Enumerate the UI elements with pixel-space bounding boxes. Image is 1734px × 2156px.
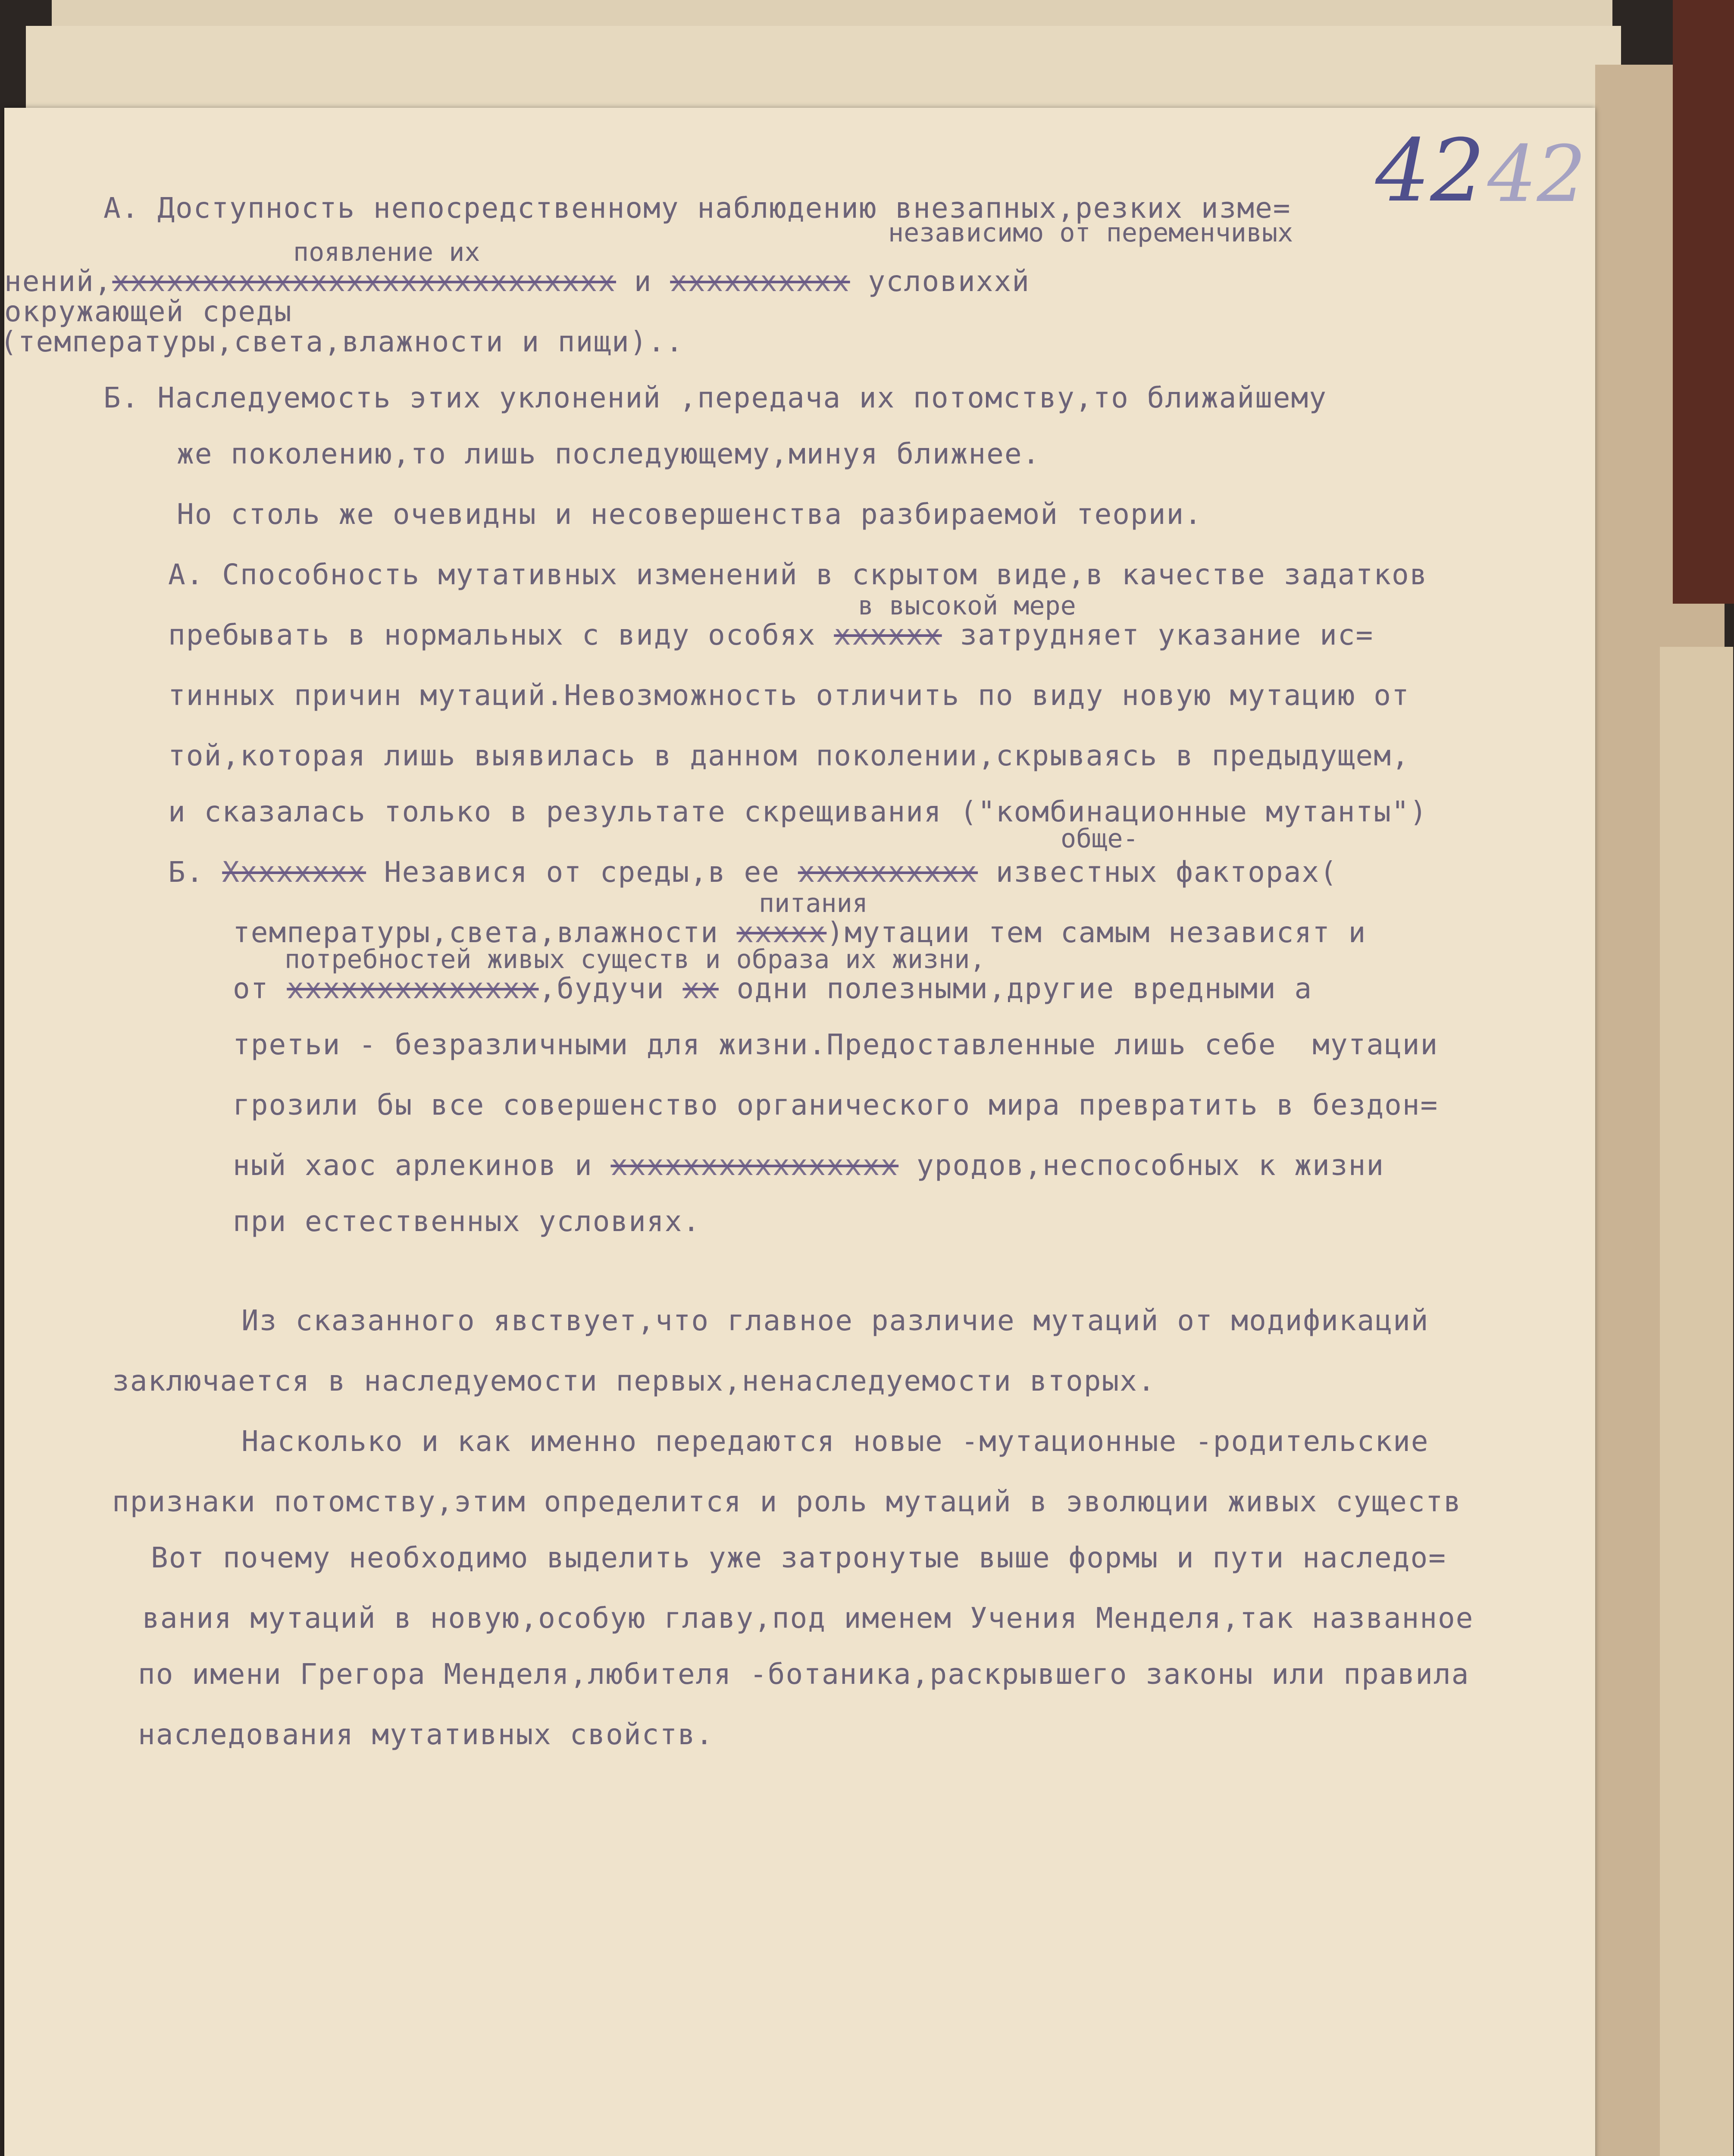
line: Б. Хххххххх Независя от среды,в ее хххххххххх известных факторах( [168,856,1338,889]
line: и сказалась только в результате скрещивания ("комбинационные мутанты") [168,795,1428,828]
line: Насколько и как именно передаются новые -мутационные -родительские [241,1425,1429,1458]
insertion: появление их [293,237,480,267]
line: заключается в наследуемости первых,ненаследуемости вторых. [112,1364,1156,1398]
line: грозили бы все совершенство органического мира превратить в бездон= [233,1088,1439,1122]
line: нений,хххххххххххххххххххххххххххх и хххххххххх условиххй [4,265,1030,298]
line: (температуры,света,влажности и пищи).. [0,325,684,358]
paper-layer [1660,647,1733,2156]
insertion: потребностей живых существ и образа их жизни, [285,944,986,975]
page-number-top: 42 [1375,121,1485,221]
line: наследования мутативных свойств. [138,1718,714,1751]
insertion: питания [759,888,868,918]
line: окружающей среды [4,295,292,328]
line: А. Доступность непосредственному наблюдению внезапных,резких изме= [103,191,1291,225]
typed-page [0,108,1595,2156]
line: Но столь же очевидны и несовершенства разбираемой теории. [177,498,1202,531]
line: Вот почему необходимо выделить уже затронутые выше формы и пути наследо= [151,1541,1446,1574]
line: по имени Грегора Менделя,любителя -ботаника,раскрывшего законы или правила [138,1658,1470,1691]
line: ный хаос арлекинов и хххххххххххххххх уродов,неспособных к жизни [233,1149,1385,1182]
line: тинных причин мутаций.Невозможность отличить по виду новую мутацию от [168,679,1410,712]
line: Из сказанного явствует,что главное различие мутаций от модификаций [241,1304,1429,1337]
insertion: независимо от переменчивых [888,218,1293,248]
insertion: в высокой мере [858,591,1076,621]
folder-edge [1673,0,1734,604]
line: от хххххххххххххх,будучи хх одни полезными,другие вредными а [233,972,1313,1005]
insertion: обще- [1061,824,1139,854]
line: вания мутаций в новую,особую главу,под именем Учения Менделя,так названное [142,1601,1474,1635]
line: температуры,света,влажности ххххх)мутации тем самым независят и [233,916,1367,949]
line: пребывать в нормальных с виду особях хххххх затрудняет указание ис= [168,618,1374,652]
line: третьи - безразличными для жизни.Предоставленные лишь себе мутации [233,1028,1439,1061]
line: Б. Наследуемость этих уклонений ,передача их потомству,то ближайшему [103,381,1327,414]
page-number-top-old: 42 [1487,129,1587,219]
line: признаки потомству,этим определится и роль мутаций в эволюции живых существ [112,1485,1462,1518]
line: при естественных условиях. [233,1205,701,1238]
line: А. Способность мутативных изменений в скрытом виде,в качестве задатков [168,558,1428,591]
line: же поколению,то лишь последующему,минуя ближнее. [177,437,1041,470]
line: той,которая лишь выявилась в данном поколении,скрываясь в предыдущем, [168,739,1410,772]
